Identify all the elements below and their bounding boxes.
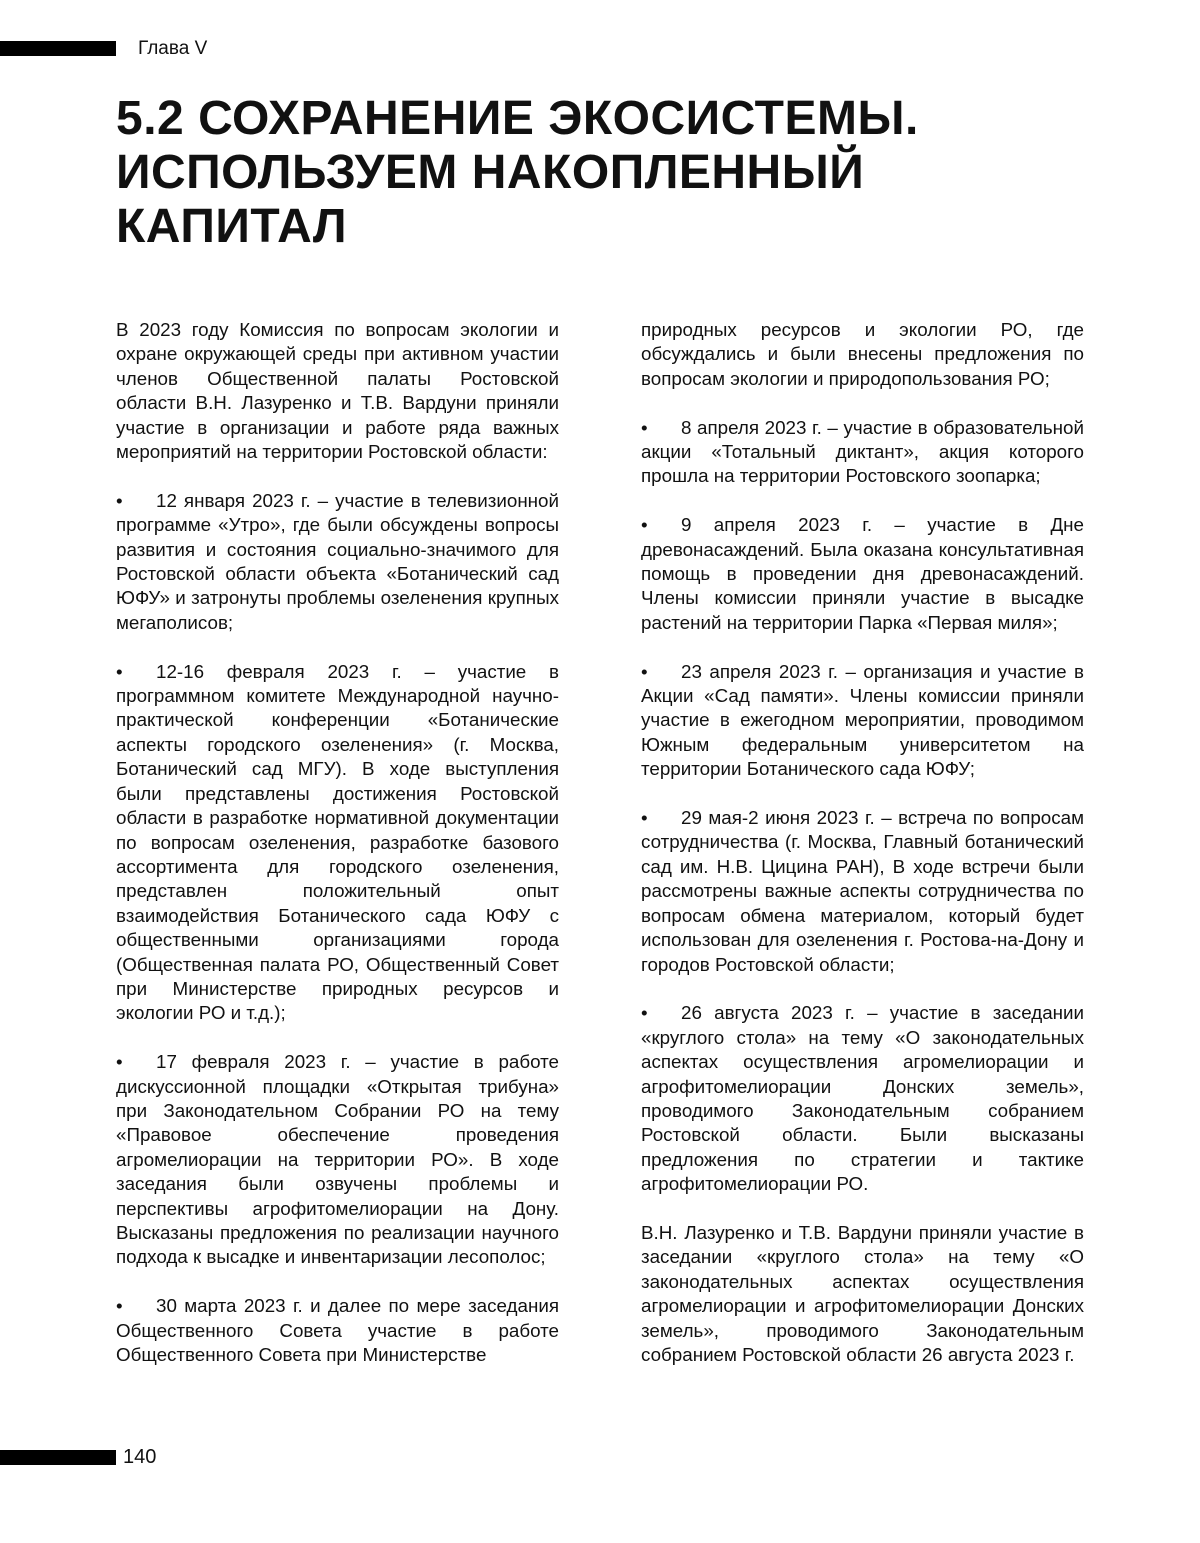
left-column — [116, 318, 559, 1392]
title-line-1: 5.2 СОХРАНЕНИЕ ЭКОСИСТЕМЫ. — [116, 92, 919, 145]
list-item-text: 8 апреля 2023 г. – участие в образовательной акции «Тотальный диктант», акция которого прошла на территории Ростовского зоопарка; — [641, 416, 1084, 487]
closing-paragraph: В.Н. Лазуренко и Т.В. Вардуни приняли участие в заседании «круглого стола» на тему «О законодательных аспектах осуществления агромелиорации и агрофитомелиорации Донских земель», проводимого Законодательным собранием Ростовской области 26 августа 2023 г. — [641, 1221, 1084, 1365]
list-item — [116, 1294, 559, 1367]
page-title — [116, 92, 1116, 254]
list-item-text: 17 февраля 2023 г. – участие в работе дискуссионной площадки «Открытая трибуна» при Законодательном Собрании РО на тему «Правовое обеспечение проведения агромелиорации на территории РО». В ходе заседания были озвучены проблемы и перспективы агрофитомелиорации на Дону. Высказаны предложения по реализации научного подхода к высадке и инвентаризации лесополос; — [116, 1051, 559, 1268]
list-item-text: 12-16 февраля 2023 г. – участие в программном комитете Международной научно-практической конференции «Ботанические аспекты городского озеленения» (г. Москва, Ботанический сад МГУ). В ходе выступления были представлены достижения Ростовской области в разработке нормативной документации по вопросам озеленения, разработке базового ассортимента для городского озеленения, представлен положительный опыт взаимодействия Ботанического сада ЮФУ с общественными организациями города (Общественная палата РО, Общественный Совет при Министерстве природных ресурсов и экологии РО и т.д.); — [116, 660, 559, 1024]
list-item — [641, 1001, 1084, 1196]
chapter-label: Глава V — [138, 38, 208, 59]
list-item — [641, 806, 1084, 977]
bullet-icon: • — [116, 660, 123, 682]
list-item-text: 12 января 2023 г. – участие в телевизионной программе «Утро», где были обсуждены вопросы развития и состояния социально-значимого для Ростовской области объекта «Ботанический сад ЮФУ» и затронуты проблемы озеленения крупных мегаполисов; — [116, 489, 559, 633]
bullet-icon: • — [641, 1002, 648, 1024]
bullet-icon: • — [641, 514, 648, 536]
bullet-icon: • — [641, 660, 648, 682]
list-item — [641, 416, 1084, 489]
list-item — [641, 660, 1084, 782]
intro-paragraph: В 2023 году Комиссия по вопросам экологии и охране окружающей среды при активном участии членов Общественной палаты Ростовской области В.Н. Лазуренко и Т.В. Вардуни приняли участие в организации и работе ряда важных мероприятий на территории Ростовской области: — [116, 319, 559, 463]
list-item — [641, 513, 1084, 635]
list-item-text: 23 апреля 2023 г. – организация и участие в Акции «Сад памяти». Члены комиссии приняли участие в ежегодном мероприятии, проводимом Южным федеральным университетом на территории Ботанического сада ЮФУ; — [641, 660, 1084, 780]
list-item-text: 30 марта 2023 г. и далее по мере заседания Общественного Совета участие в работе Общественного Совета при Министерстве — [116, 1295, 559, 1365]
list-item-text: 29 мая-2 июня 2023 г. – встреча по вопросам сотрудничества (г. Москва, Главный ботанический сад им. Н.В. Цицина РАН), В ходе встречи были рассмотрены важные аспекты сотрудничества по вопросам обмена материалом, который будет использован для озеленения г. Ростова-на-Дону и городов Ростовской области; — [641, 807, 1084, 975]
list-item — [116, 489, 559, 635]
bullet-icon: • — [116, 1051, 123, 1073]
list-item — [116, 1050, 559, 1270]
bullet-icon: • — [116, 1295, 123, 1317]
list-item-text: 9 апреля 2023 г. – участие в Дне древонасаждений. Была оказана консультативная помощь в проведении дня древонасаждений. Члены комиссии приняли участие в высадке растений на территории Парка «Первая миля»; — [641, 514, 1084, 633]
list-item — [116, 660, 559, 1026]
title-line-3: КАПИТАЛ — [116, 200, 348, 253]
list-item-text: 26 августа 2023 г. – участие в заседании «круглого стола» на тему «О законодательных аспектах осуществления агромелиорации и агрофитомелиорации Донских земель», проводимого Законодательным собранием Ростовской области. Были высказаны предложения по стратегии и тактике агрофитомелиорации РО. — [641, 1002, 1084, 1195]
chapter-marker-bar — [0, 41, 116, 56]
page-number: 140 — [123, 1446, 157, 1468]
right-column — [641, 318, 1084, 1392]
title-line-2: ИСПОЛЬЗУЕМ НАКОПЛЕННЫЙ — [116, 146, 865, 199]
bullet-icon: • — [641, 416, 648, 438]
bullet-icon: • — [116, 489, 123, 511]
page-number-marker-bar — [0, 1450, 116, 1465]
bullet-icon: • — [641, 807, 648, 829]
continuation-paragraph: природных ресурсов и экологии РО, где обсуждались и были внесены предложения по вопросам экологии и природопользования РО; — [641, 319, 1084, 389]
